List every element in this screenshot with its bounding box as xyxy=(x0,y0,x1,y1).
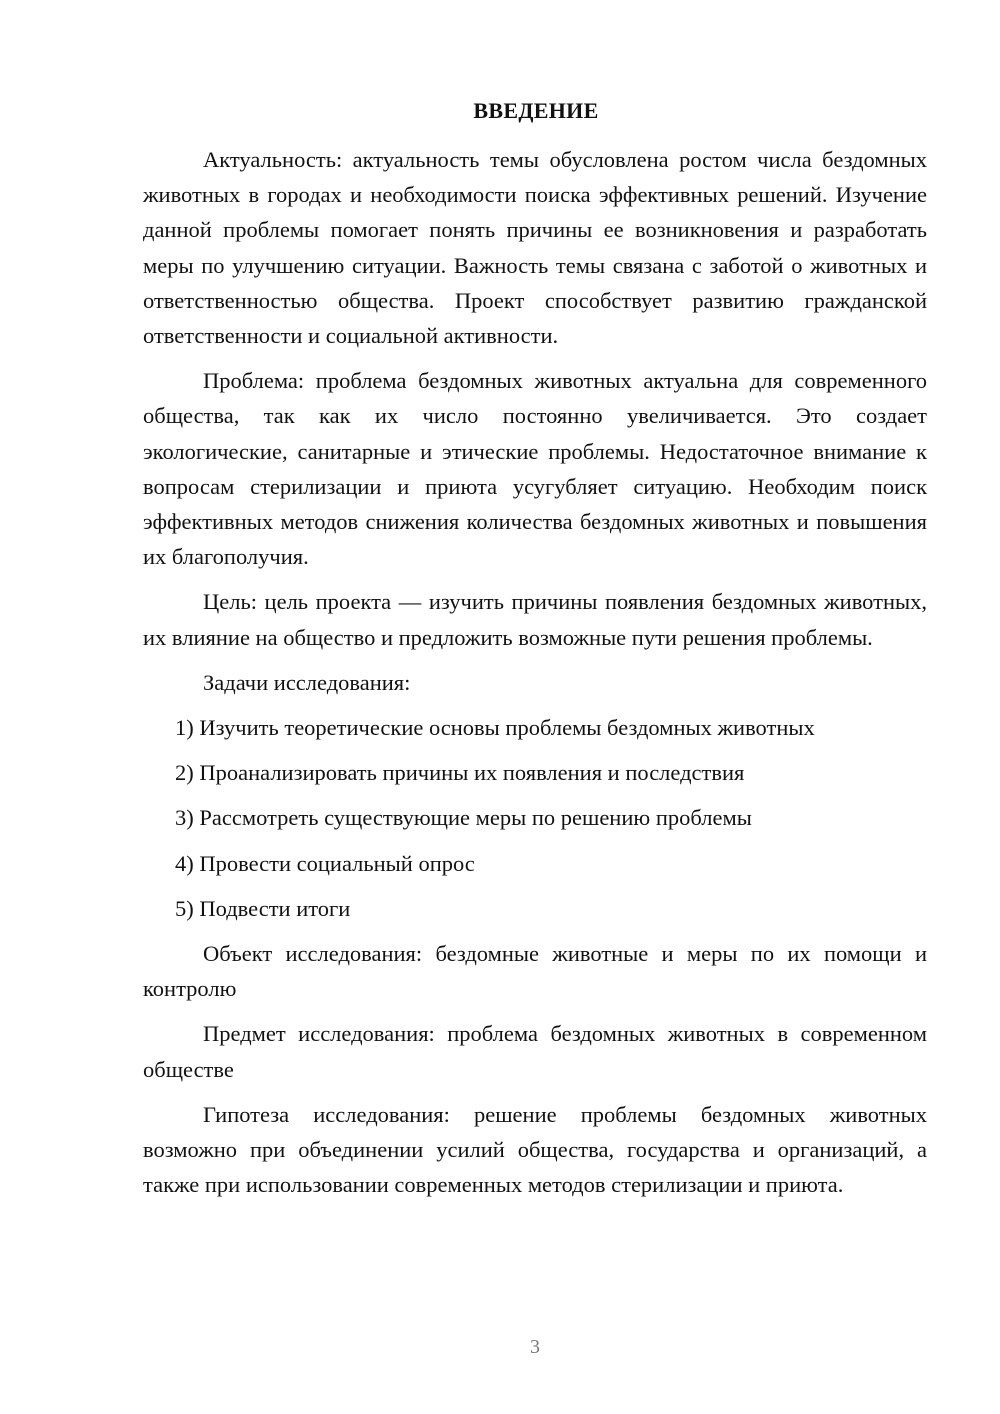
object-paragraph: Объект исследования: бездомные животные и меры по их помощи и контролю xyxy=(143,941,927,1002)
task-item-1: 1) Изучить теоретические основы проблемы бездомных животных xyxy=(175,715,815,741)
problem-paragraph: Проблема: проблема бездомных животных актуальна для современного общества, так как их число постоянно увеличивается. Это создает экологические, санитарные и этические проблемы. Недостаточное внимание к вопросам стерилизации и приюта усугубляет ситуацию. Необходим поиск эффективных методов снижения количества бездомных животных и повышения их благополучия. xyxy=(143,368,927,570)
tasks-list xyxy=(143,710,927,926)
subject-paragraph: Предмет исследования: проблема бездомных животных в современном обществе xyxy=(143,1021,927,1082)
goal-paragraph: Цель: цель проекта — изучить причины появления бездомных животных, их влияние на общество и предложить возможные пути решения проблемы. xyxy=(143,589,927,650)
relevance-paragraph: Актуальность: актуальность темы обусловлена ростом числа бездомных животных в городах и необходимости поиска эффективных решений. Изучение данной проблемы помогает понять причины ее возникновения и разработать меры по улучшению ситуации. Важность темы связана с заботой о животных и ответственностью общества. Проект способствует развитию гражданской ответственности и социальной активности. xyxy=(143,147,927,349)
task-item-5: 5) Подвести итоги xyxy=(175,895,351,921)
tasks-heading: Задачи исследования: xyxy=(203,669,411,695)
page-number: 3 xyxy=(530,1336,540,1358)
task-item-4: 4) Провести социальный опрос xyxy=(175,850,475,876)
task-item-2: 2) Проанализировать причины их появления и последствия xyxy=(175,760,745,786)
page-title: ВВЕДЕНИЕ xyxy=(473,98,599,123)
document-body xyxy=(143,142,927,1212)
hypothesis-paragraph: Гипотеза исследования: решение проблемы бездомных животных возможно при объединении усилий общества, государства и организаций, а также при использовании современных методов стерилизации и приюта. xyxy=(143,1101,927,1198)
task-item-3: 3) Рассмотреть существующие меры по решению проблемы xyxy=(175,805,752,831)
